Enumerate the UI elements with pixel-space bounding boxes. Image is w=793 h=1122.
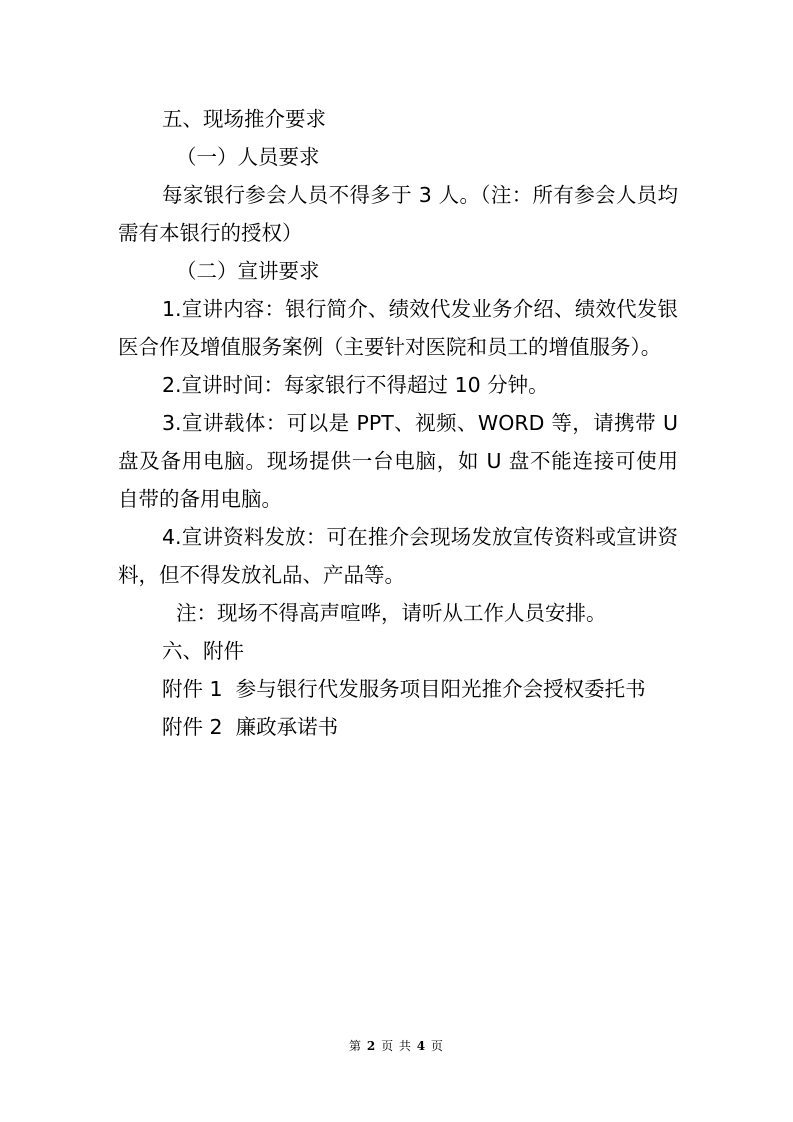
- page-footer: [0, 1038, 793, 1054]
- note-paragraph: 注：现场不得高声喧哗，请听从工作人员安排。: [176, 601, 607, 625]
- item-4-materials: 4.宣讲资料发放：可在推介会现场发放宣传资料或宣讲资料，但不得发放礼品、产品等。: [118, 525, 678, 587]
- item-1-content: 1.宣讲内容：银行简介、绩效代发业务介绍、绩效代发银医合作及增值服务案例（主要针对医院和员工的增值服务）。: [118, 297, 678, 359]
- footer-prefix: 第: [349, 1039, 363, 1053]
- item-2-time: 2.宣讲时间：每家银行不得超过 10 分钟。: [162, 373, 549, 397]
- personnel-paragraph: 每家银行参会人员不得多于 3 人。（注：所有参会人员均需有本银行的授权）: [118, 183, 678, 245]
- section-5-heading: 五、现场推介要求: [162, 107, 326, 131]
- current-page-number: 2: [366, 1039, 377, 1053]
- item-3-media: 3.宣讲载体：可以是 PPT、视频、WORD 等，请携带 U 盘及备用电脑。现场提供一台电脑，如 U 盘不能连接可使用自带的备用电脑。: [118, 411, 678, 511]
- subsection-1-heading: （一）人员要求: [176, 145, 320, 169]
- section-6-heading: 六、附件: [162, 639, 244, 663]
- footer-suffix: 页: [430, 1039, 444, 1053]
- document-body: [118, 100, 678, 746]
- total-page-number: 4: [416, 1039, 427, 1053]
- subsection-2-heading: （二）宣讲要求: [176, 259, 320, 283]
- attachment-2: 附件 2 廉政承诺书: [162, 715, 339, 739]
- footer-middle: 页 共: [381, 1039, 412, 1053]
- attachment-1: 附件 1 参与银行代发服务项目阳光推介会授权委托书: [162, 677, 646, 701]
